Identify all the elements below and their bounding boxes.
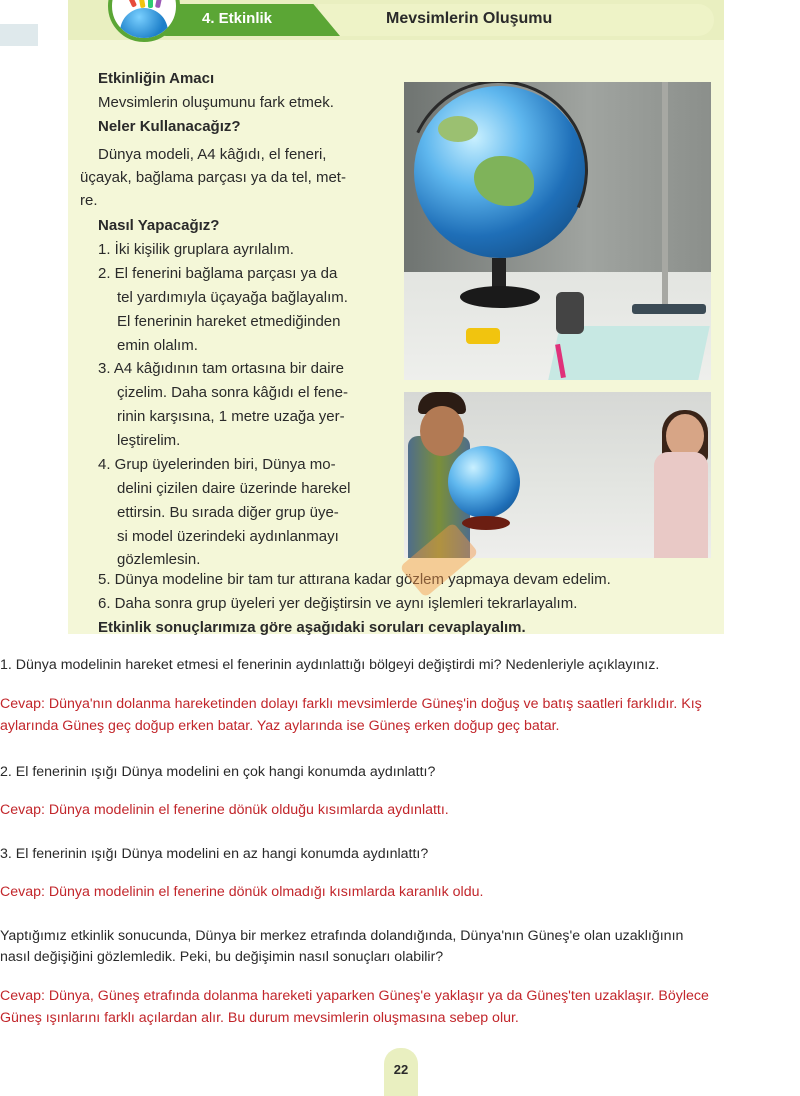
materials-line: re. bbox=[80, 192, 98, 209]
tripod-pole bbox=[662, 82, 668, 312]
aim-heading: Etkinliğin Amacı bbox=[98, 70, 215, 87]
step-2: 2. El fenerini bağlama parçası ya da bbox=[98, 265, 338, 282]
step-5: 5. Dünya modeline bir tam tur attırana kadar gözlem yapmaya devam edelim. bbox=[98, 571, 611, 588]
pencil-icon bbox=[120, 0, 137, 8]
edge-marker bbox=[0, 24, 38, 46]
step-4-line: delini çizilen daire üzerinde harekel bbox=[117, 480, 351, 497]
activity-closing: Etkinlik sonuçlarımıza göre aşağıdaki soruları cevaplayalım. bbox=[98, 619, 526, 636]
answer-3: Cevap: Dünya modelinin el fenerine dönük olmadığı kısımlarda karanlık oldu. bbox=[0, 884, 484, 900]
aim-text: Mevsimlerin oluşumunu fark etmek. bbox=[98, 94, 334, 111]
activity-title: Mevsimlerin Oluşumu bbox=[386, 10, 553, 27]
step-4: 4. Grup üyelerinden biri, Dünya mo- bbox=[98, 456, 336, 473]
tape-measure bbox=[466, 328, 500, 344]
step-3: 3. A4 kâğıdının tam ortasına bir daire bbox=[98, 360, 344, 377]
globe-icon bbox=[120, 8, 168, 38]
materials-line: üçayak, bağlama parçası ya da tel, met- bbox=[80, 169, 346, 186]
flashlight bbox=[556, 292, 584, 334]
girl bbox=[654, 452, 708, 558]
a4-paper bbox=[548, 326, 709, 380]
question-1: 1. Dünya modelinin hareket etmesi el fenerinin aydınlattığı bölgeyi değiştirdi mi? Nedenleriyle açıklayınız. bbox=[0, 657, 660, 673]
pencil-icon bbox=[135, 0, 145, 8]
final-question-line: nasıl değişiğini gözlemledik. Peki, bu değişimin nasıl sonuçları olabilir? bbox=[0, 949, 444, 965]
boy-face bbox=[420, 406, 464, 456]
pencil-icon bbox=[148, 0, 153, 8]
step-3-line: çizelim. Daha sonra kâğıdı el fene- bbox=[117, 384, 348, 401]
materials-photo bbox=[404, 82, 711, 380]
page-number: 22 bbox=[393, 1062, 409, 1077]
step-2-line: emin olalım. bbox=[117, 337, 198, 354]
globe-base bbox=[460, 286, 540, 308]
step-3-line: rinin karşısına, 1 metre uzağa yer- bbox=[117, 408, 345, 425]
question-2: 2. El fenerinin ışığı Dünya modelini en çok hangi konumda aydınlattı? bbox=[0, 764, 436, 780]
final-question: Yaptığımız etkinlik sonucunda, Dünya bir merkez etrafında dolandığında, Dünya'nın Güneş'e olan uzaklığının bbox=[0, 928, 684, 944]
final-answer-line: Güneş ışınlarını farklı açılardan alır. Bu durum mevsimlerin oluşmasına sebep olur. bbox=[0, 1010, 519, 1026]
answer-2: Cevap: Dünya modelinin el fenerine dönük olduğu kısımlarda aydınlattı. bbox=[0, 802, 449, 818]
step-4-line: gözlemlesin. bbox=[117, 551, 201, 568]
globe-base bbox=[462, 516, 510, 530]
answer-1-line: aylarında Güneş geç doğup erken batar. Yaz aylarında ise Güneş erken doğup geç batar. bbox=[0, 718, 560, 734]
how-heading: Nasıl Yapacağız? bbox=[98, 217, 220, 234]
step-2-line: El fenerinin hareket etmediğinden bbox=[117, 313, 341, 330]
step-1: 1. İki kişilik gruplara ayrılalım. bbox=[98, 241, 294, 258]
pencil-icon bbox=[155, 0, 166, 8]
materials-heading: Neler Kullanacağız? bbox=[98, 118, 241, 135]
step-4-line: si model üzerindeki aydınlanmayı bbox=[117, 528, 339, 545]
step-2-line: tel yardımıyla üçayağa bağlayalım. bbox=[117, 289, 348, 306]
step-4-line: ettirsin. Bu sırada diğer grup üye- bbox=[117, 504, 339, 521]
tripod-base bbox=[632, 304, 706, 314]
activity-number: 4. Etkinlik bbox=[202, 10, 273, 27]
step-3-line: leştirelim. bbox=[117, 432, 181, 449]
materials-line: Dünya modeli, A4 kâğıdı, el feneri, bbox=[98, 146, 327, 163]
answer-1: Cevap: Dünya'nın dolanma hareketinden dolayı farklı mevsimlerde Güneş'in doğuş ve batış saatleri farklıdır. Kış bbox=[0, 696, 702, 712]
final-answer: Cevap: Dünya, Güneş etrafında dolanma hareketi yaparken Güneş'e yaklaşır ya da Güneş'ten uzaklaşır. Böylece bbox=[0, 988, 709, 1004]
globe-model bbox=[448, 446, 520, 518]
question-3: 3. El fenerinin ışığı Dünya modelini en az hangi konumda aydınlattı? bbox=[0, 846, 429, 862]
step-6: 6. Daha sonra grup üyeleri yer değiştirsin ve aynı işlemleri tekrarlayalım. bbox=[98, 595, 578, 612]
